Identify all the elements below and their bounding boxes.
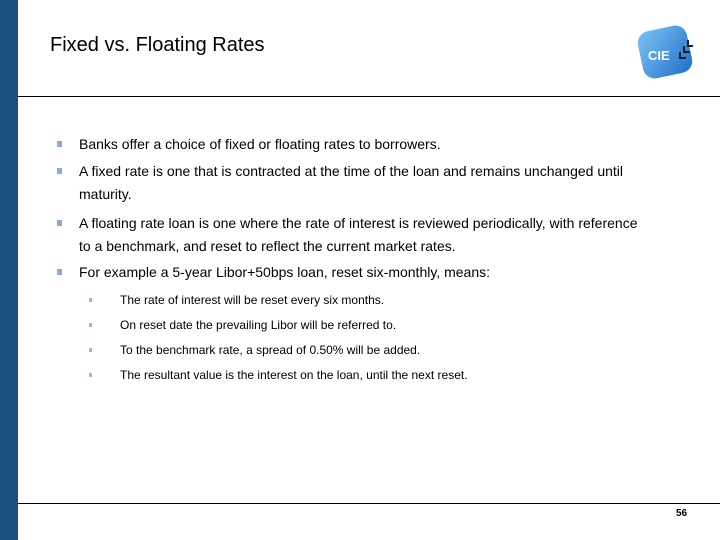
bullet-text: For example a 5-year Libor+50bps loan, reset six-monthly, means:	[79, 264, 490, 280]
sub-bullet-text: The rate of interest will be reset every six months.	[120, 293, 385, 307]
bullet-text: A floating rate loan is one where the rate of interest is reviewed periodically, with reference to a benchmark, and reset to reflect the current market rates.	[79, 215, 638, 254]
page-number: 56	[676, 508, 688, 519]
sub-bullet-text: To the benchmark rate, a spread of 0.50% will be added.	[120, 343, 421, 357]
bullet-marker	[57, 269, 62, 275]
svg-text:CIE: CIE	[648, 48, 670, 63]
sub-bullet-marker	[89, 323, 92, 327]
bullet-text: A fixed rate is one that is contracted at the time of the loan and remains unchanged until maturity.	[79, 163, 624, 202]
bullet-text: Banks offer a choice of fixed or floating rates to borrowers.	[79, 136, 441, 152]
bullet-marker	[57, 141, 62, 147]
sub-bullet-text: The resultant value is the interest on the loan, until the next reset.	[120, 368, 468, 382]
sub-bullet-marker	[89, 348, 92, 352]
footer-divider	[18, 503, 720, 504]
bullet-marker	[57, 168, 62, 174]
sub-bullet-text: On reset date the prevailing Libor will be referred to.	[120, 318, 397, 332]
sub-bullet-marker	[89, 373, 92, 377]
sub-bullet-marker	[89, 298, 92, 302]
header-divider	[18, 96, 720, 97]
slide-title: Fixed vs. Floating Rates	[50, 34, 265, 56]
bullet-marker	[57, 220, 62, 226]
ciel-logo-icon	[636, 24, 696, 80]
sidebar-bar	[0, 0, 18, 540]
